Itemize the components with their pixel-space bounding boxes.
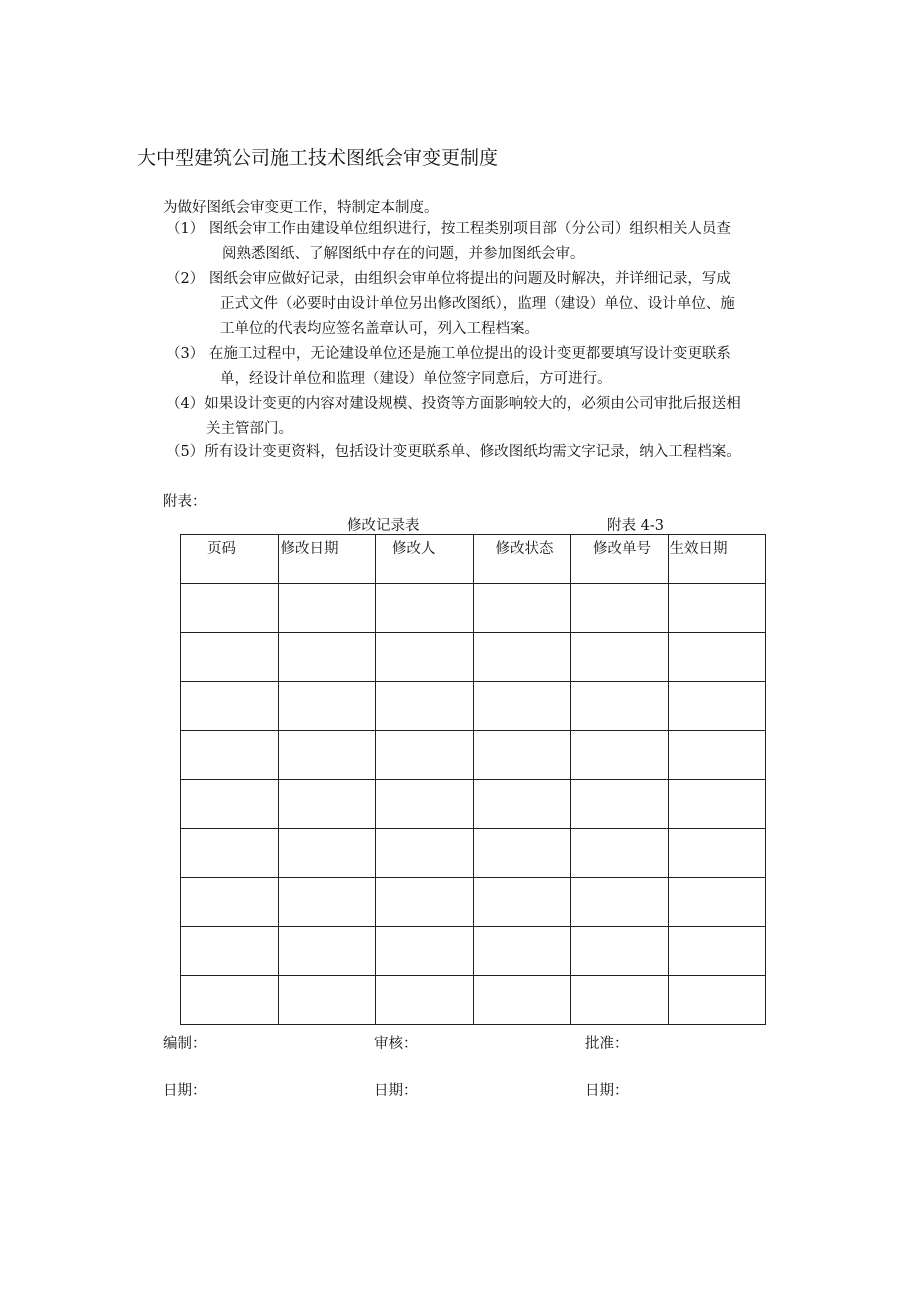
table-cell — [278, 829, 376, 878]
table-cell — [571, 584, 669, 633]
rule-item-2-line-3: 工单位的代表均应签名盖章认可，列入工程档案。 — [220, 321, 539, 337]
table-cell — [181, 584, 279, 633]
table-cell — [376, 829, 474, 878]
table-body — [181, 584, 766, 1025]
table-cell — [571, 731, 669, 780]
reviewed-by-label: 审核： — [374, 1036, 418, 1052]
rule-item-2-line-2: 正式文件（必要时由设计单位另出修改图纸），监理（建设）单位、设计单位、施 — [220, 296, 735, 312]
table-cell — [376, 584, 474, 633]
table-cell — [473, 927, 571, 976]
table-cell — [376, 731, 474, 780]
table-row — [181, 878, 766, 927]
table-cell — [376, 780, 474, 829]
table-cell — [668, 976, 766, 1025]
table-cell — [376, 682, 474, 731]
table-row — [181, 927, 766, 976]
table-cell — [571, 878, 669, 927]
table-cell — [181, 829, 279, 878]
table-cell — [571, 829, 669, 878]
rule-item-2 — [166, 267, 735, 342]
table-cell — [668, 878, 766, 927]
table-row — [181, 731, 766, 780]
rule-item-3-line-1: （3） 在施工过程中，无论建设单位还是施工单位提出的设计变更都要填写设计变更联系 — [166, 346, 731, 362]
document-title: 大中型建筑公司施工技术图纸会审变更制度 — [137, 147, 499, 169]
header-page-number — [181, 535, 279, 584]
appendix-label: 附表： — [163, 494, 207, 510]
table-cell — [278, 976, 376, 1025]
table-cell — [181, 682, 279, 731]
header-effective-date — [668, 535, 766, 584]
table-cell — [181, 731, 279, 780]
table-cell — [668, 682, 766, 731]
date-label-compiled: 日期： — [163, 1083, 207, 1099]
rule-item-4-line-2: 关主管部门。 — [206, 421, 293, 437]
table-cell — [668, 780, 766, 829]
header-revised-by-label: 修改人 — [392, 541, 436, 557]
table-reference: 附表 4-3 — [607, 518, 664, 534]
table-row — [181, 584, 766, 633]
table-cell — [571, 976, 669, 1025]
rule-item-3-line-2: 单，经设计单位和监理（建设）单位签字同意后，方可进行。 — [220, 371, 612, 387]
header-revision-date-label: 修改日期 — [280, 541, 339, 557]
table-cell — [473, 584, 571, 633]
approved-by-label: 批准： — [585, 1036, 629, 1052]
rule-item-5-line-1: （5）所有设计变更资料，包括设计变更联系单、修改图纸均需文字记录，纳入工程档案。 — [166, 444, 741, 460]
table-cell — [473, 682, 571, 731]
table-row — [181, 633, 766, 682]
table-cell — [473, 780, 571, 829]
table-cell — [668, 927, 766, 976]
intro-paragraph: 为做好图纸会审变更工作，特制定本制度。 — [163, 200, 439, 216]
table-cell — [278, 584, 376, 633]
header-revision-date — [278, 535, 376, 584]
table-cell — [473, 731, 571, 780]
table-cell — [181, 976, 279, 1025]
table-cell — [278, 878, 376, 927]
table-cell — [181, 927, 279, 976]
table-cell — [278, 682, 376, 731]
table-cell — [278, 927, 376, 976]
table-cell — [473, 829, 571, 878]
table-cell — [668, 731, 766, 780]
table-row — [181, 829, 766, 878]
table-cell — [376, 927, 474, 976]
rule-item-4-line-1: （4）如果设计变更的内容对建设规模、投资等方面影响较大的，必须由公司审批后报送相 — [166, 396, 741, 412]
table-row — [181, 976, 766, 1025]
table-row — [181, 682, 766, 731]
rule-item-5 — [166, 440, 741, 465]
table-cell — [571, 633, 669, 682]
table-cell — [376, 878, 474, 927]
table-cell — [668, 829, 766, 878]
table-cell — [668, 584, 766, 633]
header-revision-status-label: 修改状态 — [495, 541, 554, 557]
date-label-approved: 日期： — [585, 1083, 629, 1099]
table-cell — [473, 633, 571, 682]
table-row — [181, 780, 766, 829]
header-page-number-label: 页码 — [207, 541, 236, 557]
table-title: 修改记录表 — [347, 518, 420, 534]
table-cell — [376, 633, 474, 682]
header-revision-status — [473, 535, 571, 584]
header-revision-number — [571, 535, 669, 584]
header-revision-number-label: 修改单号 — [593, 541, 651, 557]
table-cell — [668, 633, 766, 682]
header-revised-by — [376, 535, 474, 584]
compiled-by-label: 编制： — [163, 1036, 207, 1052]
header-effective-date-label: 生效日期 — [669, 541, 728, 557]
table-cell — [278, 731, 376, 780]
rule-item-1 — [166, 217, 731, 267]
table-cell — [376, 976, 474, 1025]
rule-item-1-line-1: （1） 图纸会审工作由建设单位组织进行，按工程类别项目部（分公司）组织相关人员查 — [166, 221, 731, 237]
table-cell — [278, 633, 376, 682]
table-header-row — [181, 535, 766, 584]
rule-item-1-line-2: 阅熟悉图纸、了解图纸中存在的问题，并参加图纸会审。 — [222, 246, 585, 262]
rule-item-3 — [166, 342, 731, 392]
table-cell — [278, 780, 376, 829]
table-cell — [571, 682, 669, 731]
table-cell — [181, 633, 279, 682]
revision-record-table — [180, 534, 766, 1025]
date-label-reviewed: 日期： — [374, 1083, 418, 1099]
table-cell — [571, 927, 669, 976]
table-cell — [181, 780, 279, 829]
table-cell — [473, 976, 571, 1025]
table-cell — [181, 878, 279, 927]
table-cell — [571, 780, 669, 829]
rule-item-4 — [166, 392, 741, 442]
rule-item-2-line-1: （2） 图纸会审应做好记录，由组织会审单位将提出的问题及时解决，并详细记录，写成 — [166, 271, 731, 287]
table-cell — [473, 878, 571, 927]
